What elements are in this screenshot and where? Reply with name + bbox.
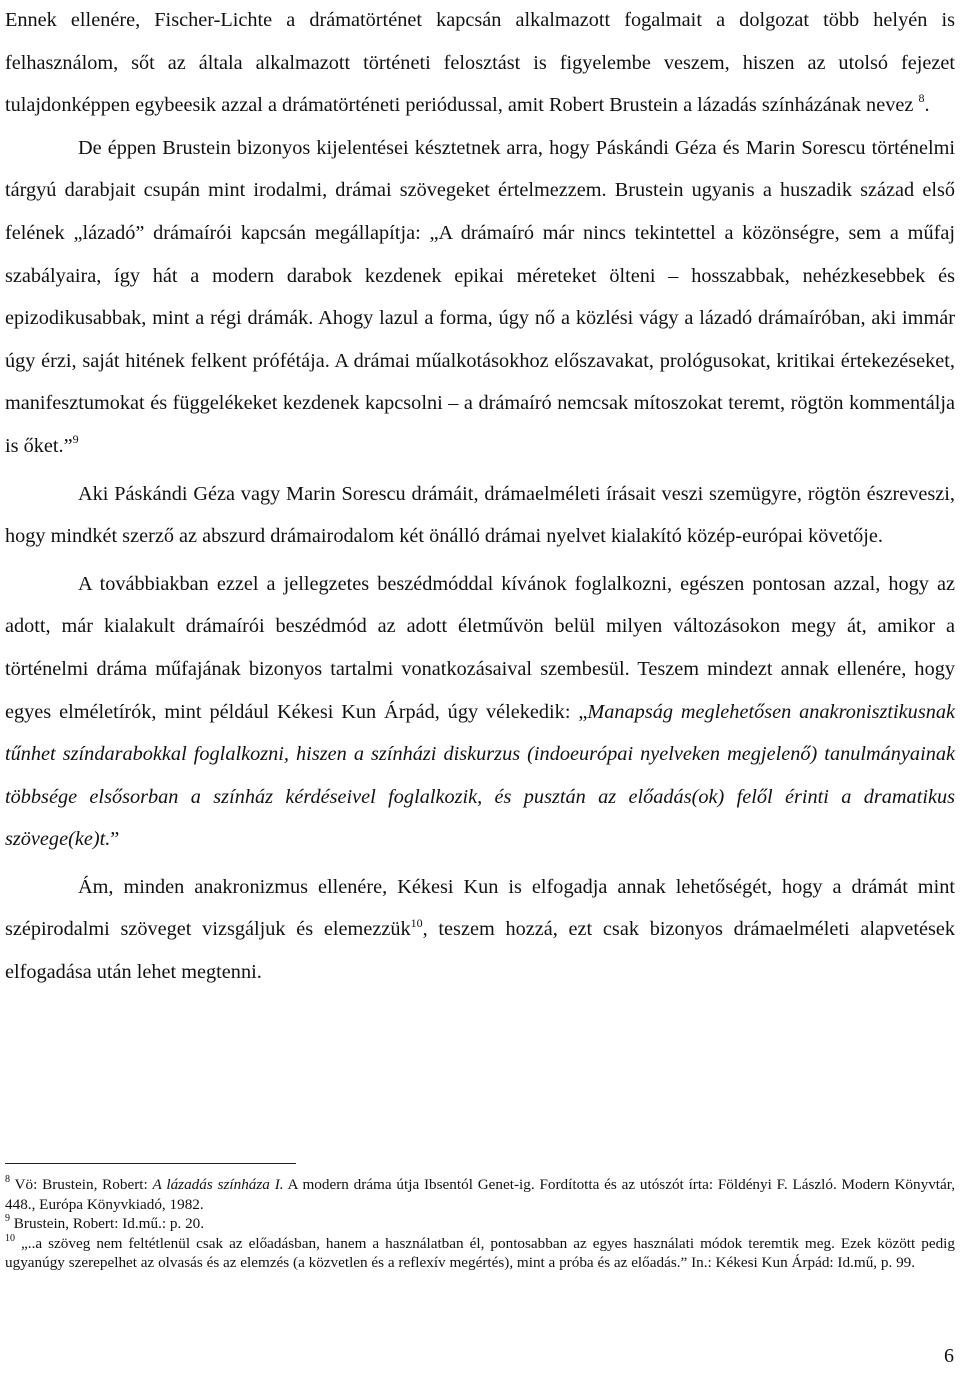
footnote-8-text: Vö: Brustein, Robert: [10, 1176, 153, 1193]
footnote-number: 10 [5, 1232, 15, 1244]
footnote-ref-10: 10 [410, 915, 423, 930]
paragraph-1-text: Ennek ellenére, Fischer-Lichte a drámatörténet kapcsán alkalmazott fogalmait a dolgozat több helyén is felhasználom, sőt az általa alkalmazott történeti felosztást is figyelembe veszem, hiszen az utolsó fejezet tulajdonképpen egybeesik azzal a drámatörténeti periódussal, amit Robert Brustein a lázadás színházának nevez [5, 9, 955, 117]
paragraph-5 [5, 866, 955, 994]
paragraph-5-end: , teszem hozzá, ezt csak bizonyos drámaelméleti alapvetések elfogadása után lehet megtenni. [5, 918, 955, 984]
footnote-8-title: A lázadás színháza I. [152, 1176, 284, 1193]
document-body [5, 0, 955, 994]
paragraph-3-text: Aki Páskándi Géza vagy Marin Sorescu drámáit, drámaelméleti írásait veszi szemügyre, rögtön észreveszi, hogy mindkét szerző az abszurd drámairodalom két önálló drámai nyelvet kialakító közép-európai követője. [5, 482, 955, 548]
paragraph-2 [5, 127, 955, 468]
paragraph-1 [5, 0, 955, 127]
footnote-ref-9: 9 [72, 432, 79, 447]
paragraph-4-quote: Manapság meglehetősen anakronisztikusnak tűnhet színdarabokkal foglalkozni, hiszen a színházi diskurzus (indoeurópai nyelveken megjelenő) tanulmányainak többsége elsősorban a színház kérdéseivel foglalkozik, és pusztán az előadás(ok) felől érinti a dramatikus szövege(ke)t. [5, 700, 955, 851]
footnote-10 [5, 1234, 955, 1273]
paragraph-2-text: De éppen Brustein bizonyos kijelentései késztetnek arra, hogy Páskándi Géza és Marin Sorescu történelmi tárgyú darabjait csupán mint irodalmi, drámai szövegeket értelmezzem. Brustein ugyanis a huszadik század első felének „lázadó” drámaírói kapcsán megállapítja: „A drámaíró már nincs tekintettel a közönségre, sem a műfaj szabályaira, így hát a modern darabok kezdenek epikai méreteket ölteni – hosszabbak, nehézkesebbek és epizodikusabbak, mint a régi drámák. Ahogy lazul a forma, úgy nő a közlési vágy a lázadó drámaíróban, aki immár úgy érzi, saját hitének felkent prófétája. A drámai műalkotásokhoz előszavakat, prológusokat, kritikai értekezéseket, manifesztumokat és függelékeket kezdenek kapcsolni – a drámaíró nemcsak mítoszokat teremt, rögtön kommentálja is őket.” [5, 136, 955, 457]
footnote-10-text: „..a szöveg nem feltétlenül csak az előadásban, hanem a használatban él, pontosabban az egyes használati módok teremtik meg. Ezek között pedig ugyanúgy szerepelhet az olvasás és az elemzés (a közvetlen és a reflexív megértés), mint a próba és az előadás.” In.: Kékesi Kun Árpád: Id.mű, p. 99. [5, 1234, 955, 1272]
footnote-number: 8 [5, 1173, 10, 1185]
paragraph-4-close: ” [110, 828, 120, 851]
footnote-9 [5, 1214, 955, 1234]
paragraph-1-end: . [924, 94, 930, 117]
footnotes [5, 1175, 955, 1273]
paragraph-5-text: Ám, minden anakronizmus ellenére, Kékesi Kun is elfogadja annak lehetőségét, hogy a drámát mint szépirodalmi szöveget vizsgáljuk és elemezzük [5, 875, 955, 941]
footnote-ref-8: 8 [918, 91, 925, 106]
footnote-8-rest: A modern dráma útja Ibsentól Genet-ig. Fordította és az utószót írta: Földényi F. László. Modern Könyvtár, 448., Európa Könyvkiadó, 1982. [5, 1176, 955, 1213]
footnote-number: 9 [5, 1213, 10, 1225]
paragraph-4 [5, 563, 955, 861]
footnote-8 [5, 1175, 955, 1214]
footnote-separator [5, 1163, 296, 1164]
page-number: 6 [944, 1345, 954, 1367]
paragraph-4-text: A továbbiakban ezzel a jellegzetes beszédmóddal kívánok foglalkozni, egészen pontosan azzal, hogy az adott, már kialakult drámaírói beszédmód az adott életművön belül milyen változásokon megy át, amikor a történelmi dráma műfajának bizonyos tartalmi vonatkozásaival szembesül. Teszem mindezt annak ellenére, hogy egyes elméletírók, mint például Kékesi Kun Árpád, úgy vélekedik: „ [5, 572, 955, 723]
footnote-9-text: Brustein, Robert: Id.mű.: p. 20. [10, 1215, 205, 1233]
paragraph-3 [5, 473, 955, 558]
